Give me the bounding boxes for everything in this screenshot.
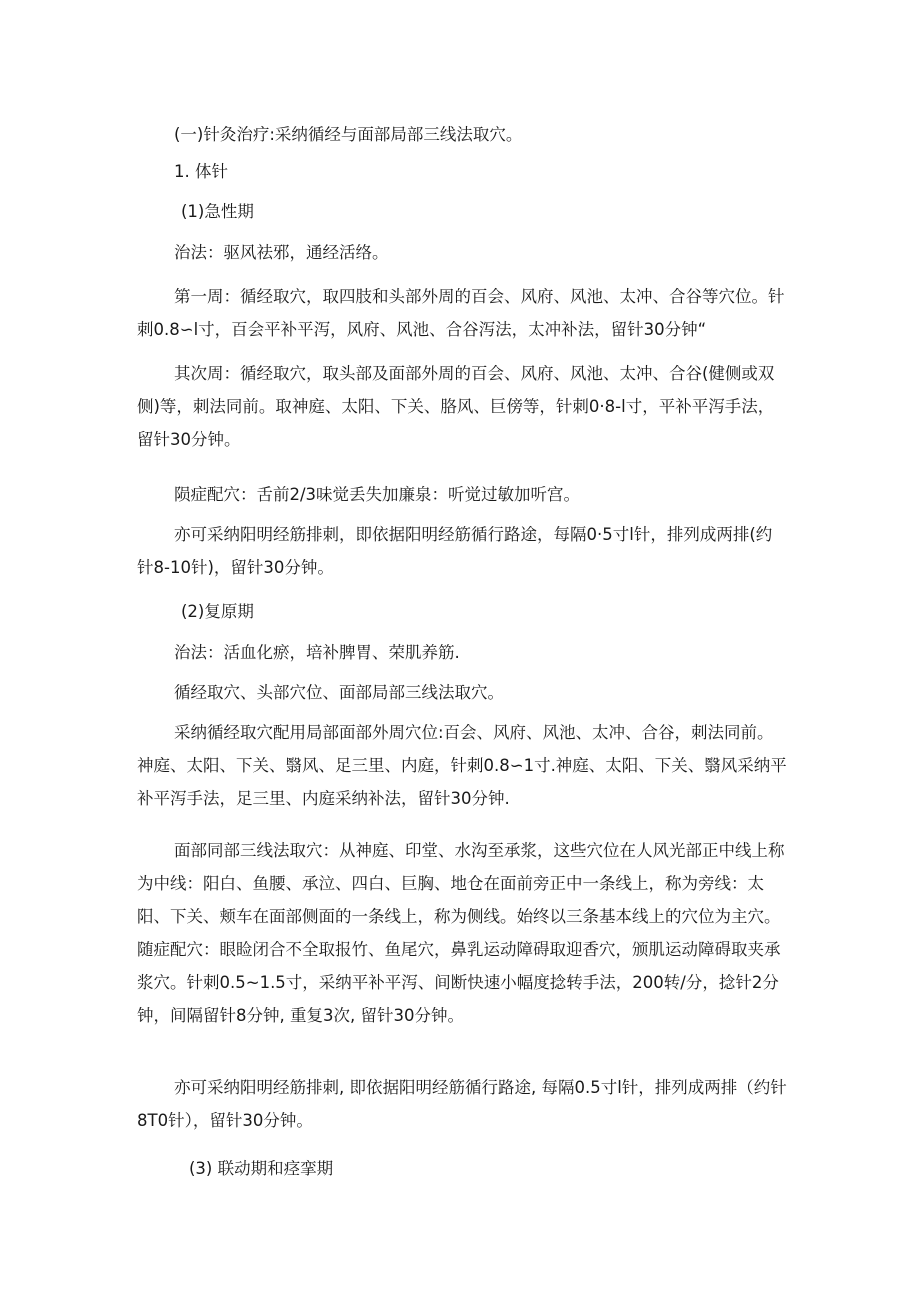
stage-2-points: 循经取穴、头部穴位、面部局部三线法取穴。 [174, 683, 504, 702]
stage-1-alternative: 亦可采纳阳明经筋排刺，即依据阳明经筋循行路途，每隔0·5寸l针，排列成两排(约针8-10针)，留针30分钟。 [137, 525, 773, 577]
section-title: (一)针灸治疗:采纳循经与面部局部三线法取穴。 [174, 125, 523, 144]
stage-1-method: 治法：驱风祛邪，通经活络。 [174, 243, 389, 262]
stage-2-alternative: 亦可采纳阳明经筋排刺, 即依据阳明经筋循行路途, 每隔0.5寸l针，排列成两排（约针8T0针），留针30分钟。 [137, 1078, 787, 1130]
stage-1-symptom-points: 陨症配穴：舌前2/3味觉丢失加廉泉：听觉过敏加听宫。 [174, 485, 581, 504]
stage-2-three-line-method: 面部同部三线法取穴：从神庭、印堂、水沟至承浆，这些穴位在人风光部正中线上称为中线：阳白、鱼腰、承泣、四白、巨胸、地仓在面前旁正中一条线上，称为旁线：太阳、下关、颊车在面部侧面的一条线上，称为侧线。始终以三条基本线上的穴位为主穴。随症配穴：眼睑闭合不全取报竹、鱼尾穴，鼻乳运动障碍取迎香穴，颁肌运动障碍取夹承浆穴。针刺0.5~1.5寸，采纳平补平泻、间断快速小幅度捻转手法，200转/分，捻针2分钟，间隔留针8分钟, 重复3次, 留针30分钟。 [137, 841, 785, 1025]
stage-2-heading: (2)复原期 [181, 602, 254, 621]
stage-2-method: 治法：活血化瘀，培补脾胃、荣肌养筋. [174, 643, 460, 662]
stage-3-heading: (3) 联动期和痉挛期 [189, 1159, 334, 1178]
stage-2-detail: 采纳循经取穴配用局部面部外周穴位:百会、风府、风池、太冲、合谷，刺法同前。神庭、太阳、下关、翳风、足三里、内庭，针刺0.8∽1寸.神庭、太阳、下关、翳风采纳平补平泻手法，足三里、内庭采纳补法，留针30分钟. [137, 723, 787, 808]
sub-heading-body-needle: 1. 体针 [174, 162, 228, 181]
stage-1-week-1: 第一周：循经取穴，取四肢和头部外周的百会、风府、风池、太冲、合谷等穴位。针刺0.8∽l寸，百会平补平泻，风府、风池、合谷泻法，太冲补法，留针30分钟“ [137, 287, 785, 339]
stage-1-week-2: 其次周：循经取穴，取头部及面部外周的百会、风府、风池、太冲、合谷(健侧或双侧)等，刺法同前。取神庭、太阳、下关、胳风、巨傍等，针刺0·8-l寸，平补平泻手法，留针30分钟。 [137, 364, 775, 449]
stage-1-heading: (1)急性期 [181, 202, 254, 221]
